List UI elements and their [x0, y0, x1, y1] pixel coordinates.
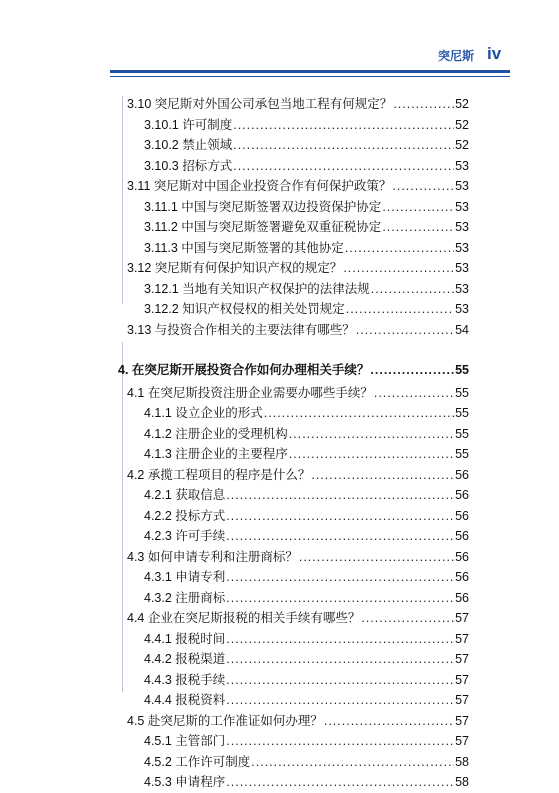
- toc-entry-page: 56: [455, 467, 469, 482]
- toc-entry-page: 56: [455, 570, 469, 584]
- toc-entry-page: 57: [455, 693, 469, 707]
- toc-guide-line: [122, 96, 123, 304]
- toc-leader-dots: [226, 589, 454, 607]
- toc-entry[interactable]: [127, 712, 469, 730]
- toc-entry[interactable]: [127, 548, 469, 566]
- toc-entry-page: 58: [455, 754, 469, 769]
- toc-leader-dots: [226, 732, 454, 750]
- toc-entry[interactable]: [144, 239, 469, 257]
- toc-entry-label: 3.10 突尼斯对外国公司承包当地工程有何规定？: [127, 97, 393, 111]
- toc-leader-dots: [264, 404, 454, 422]
- toc-entry-label: 3.11.2 中国与突尼斯签署避免双重征税协定: [144, 220, 382, 234]
- toc-leader-dots: [233, 136, 454, 154]
- header-rule-thin: [110, 76, 510, 77]
- toc-entry-label: 4.1.3 注册企业的主要程序: [144, 447, 288, 461]
- toc-entry[interactable]: [144, 507, 469, 525]
- toc-entry[interactable]: [127, 321, 469, 339]
- toc-entry-label: 4.2.1 获取信息: [144, 488, 226, 502]
- toc-entry-label: 4.3 如何申请专利和注册商标？: [127, 549, 298, 564]
- toc-leader-dots: [392, 177, 454, 195]
- toc-leader-dots: [226, 486, 454, 504]
- toc-entry-label: 3.12 突尼斯有何保护知识产权的规定？: [127, 261, 343, 275]
- toc-leader-dots: [382, 198, 454, 216]
- toc-entry-page: 57: [455, 713, 469, 728]
- toc-entry-label: 3.10.3 招标方式: [144, 158, 233, 173]
- toc-leader-dots: [299, 548, 454, 566]
- toc-entry[interactable]: [144, 753, 469, 771]
- toc-leader-dots: [346, 300, 454, 318]
- toc-entry[interactable]: [144, 486, 469, 504]
- header-rule: [110, 70, 510, 73]
- toc-leader-dots: [343, 259, 454, 277]
- toc-leader-dots: [226, 568, 454, 586]
- toc-leader-dots: [356, 321, 454, 339]
- toc-entry-page: 55: [455, 447, 469, 461]
- toc-entry-label: 4.3.1 申请专利: [144, 570, 226, 584]
- toc-entry-label: 3.12.1 当地有关知识产权保护的法律法规: [144, 281, 370, 296]
- toc-entry-page: 52: [455, 117, 469, 132]
- toc-entry[interactable]: [127, 609, 469, 627]
- toc-entry-label: 4.4.2 报税渠道: [144, 652, 226, 666]
- page-number: iv: [487, 44, 502, 63]
- toc-entry[interactable]: [118, 361, 469, 379]
- toc-leader-dots: [226, 507, 454, 525]
- toc-entry-page: 55: [455, 363, 469, 377]
- toc-entry-label: 4.3.2 注册商标: [144, 590, 226, 605]
- toc-leader-dots: [233, 116, 454, 134]
- toc-leader-dots: [226, 773, 454, 791]
- toc-entry-page: 58: [455, 775, 469, 789]
- toc-leader-dots: [226, 691, 454, 709]
- toc-entry-label: 3.11 突尼斯对中国企业投资合作有何保护政策？: [127, 179, 392, 193]
- toc-entry[interactable]: [144, 527, 469, 545]
- toc-entry[interactable]: [127, 177, 469, 195]
- toc-entry-label: 4.5 赴突尼斯的工作准证如何办理？: [127, 713, 323, 728]
- toc-entry-label: 4. 在突尼斯开展投资合作如何办理相关手续？: [118, 363, 370, 377]
- toc-entry-label: 4.2.3 许可手续: [144, 529, 226, 543]
- toc-entry[interactable]: [144, 280, 469, 298]
- toc-leader-dots: [370, 361, 454, 379]
- toc-entry[interactable]: [144, 773, 469, 791]
- toc-leader-dots: [226, 527, 454, 545]
- toc-entry-page: 57: [455, 631, 469, 646]
- toc-entry-page: 53: [455, 281, 469, 296]
- toc-leader-dots: [289, 445, 454, 463]
- toc-entry[interactable]: [144, 218, 469, 236]
- toc-entry-label: 4.1.1 设立企业的形式: [144, 406, 263, 420]
- toc-leader-dots: [374, 384, 454, 402]
- toc-entry[interactable]: [144, 650, 469, 668]
- toc-leader-dots: [289, 425, 454, 443]
- toc-leader-dots: [382, 218, 454, 236]
- toc-entry-label: 3.10.1 许可制度: [144, 117, 233, 132]
- toc-entry-page: 53: [455, 240, 469, 255]
- toc-entry-page: 56: [455, 508, 469, 523]
- toc-leader-dots: [371, 280, 454, 298]
- toc-entry[interactable]: [144, 198, 469, 216]
- toc-entry[interactable]: [144, 157, 469, 175]
- toc-entry-page: 56: [455, 549, 469, 564]
- toc-entry[interactable]: [144, 136, 469, 154]
- toc-entry-label: 3.11.1 中国与突尼斯签署双边投资保护协定: [144, 199, 382, 214]
- toc-entry-page: 56: [455, 488, 469, 502]
- toc-entry[interactable]: [144, 589, 469, 607]
- toc-entry-page: 57: [455, 652, 469, 666]
- toc-leader-dots: [226, 650, 454, 668]
- toc-leader-dots: [393, 95, 454, 113]
- toc-entry[interactable]: [144, 404, 469, 422]
- toc-entry-label: 4.5.1 主管部门: [144, 734, 226, 748]
- toc-entry[interactable]: [127, 466, 469, 484]
- toc-entry-label: 3.11.3 中国与突尼斯签署的其他协定: [144, 240, 344, 255]
- toc-entry-page: 53: [455, 199, 469, 214]
- toc-leader-dots: [311, 466, 454, 484]
- toc-entry-label: 4.1.2 注册企业的受理机构: [144, 426, 288, 441]
- toc-entry-label: 4.4.1 报税时间: [144, 631, 226, 646]
- toc-entry-label: 4.2 承揽工程项目的程序是什么？: [127, 467, 311, 482]
- toc-entry[interactable]: [144, 630, 469, 648]
- toc-entry-page: 56: [455, 529, 469, 543]
- toc-entry[interactable]: [144, 425, 469, 443]
- toc-entry[interactable]: [127, 259, 469, 277]
- toc-entry-label: 4.4 企业在突尼斯报税的相关手续有哪些？: [127, 611, 361, 625]
- running-header-title: 突尼斯: [437, 49, 474, 63]
- toc-leader-dots: [251, 753, 454, 771]
- toc-entry-page: 53: [455, 179, 469, 193]
- toc-entry-label: 4.5.3 申请程序: [144, 775, 226, 789]
- toc-entry-page: 52: [455, 138, 469, 152]
- toc-entry-page: 53: [455, 261, 469, 275]
- toc-entry[interactable]: [127, 95, 469, 113]
- toc-leader-dots: [226, 630, 454, 648]
- toc-entry-page: 53: [455, 158, 469, 173]
- toc-entry[interactable]: [144, 445, 469, 463]
- toc-entry-page: 55: [455, 406, 469, 420]
- toc-entry-page: 57: [455, 734, 469, 748]
- toc-entry[interactable]: [144, 691, 469, 709]
- toc-entry-label: 3.12.2 知识产权侵权的相关处罚规定: [144, 302, 345, 316]
- toc-entry-label: 4.4.3 报税手续: [144, 672, 226, 687]
- toc-guide-line: [122, 342, 123, 692]
- toc-entry-label: 4.2.2 投标方式: [144, 508, 226, 523]
- toc-entry[interactable]: [144, 671, 469, 689]
- toc-entry-page: 54: [455, 322, 469, 337]
- toc-leader-dots: [361, 609, 454, 627]
- toc-entry-label: 4.4.4 报税资料: [144, 693, 226, 707]
- toc-entry-label: 4.1 在突尼斯投资注册企业需要办哪些手续？: [127, 385, 373, 400]
- toc-entry-label: 3.10.2 禁止领域: [144, 138, 233, 152]
- toc-entry-page: 57: [455, 611, 469, 625]
- toc-leader-dots: [345, 239, 454, 257]
- toc-entry-page: 57: [455, 672, 469, 687]
- toc-entry-page: 52: [455, 97, 469, 111]
- toc-entry-page: 53: [455, 302, 469, 316]
- toc-entry-page: 55: [455, 426, 469, 441]
- toc-entry[interactable]: [144, 732, 469, 750]
- toc-leader-dots: [233, 157, 454, 175]
- toc-entry[interactable]: [144, 300, 469, 318]
- toc-entry-page: 53: [455, 220, 469, 234]
- toc-leader-dots: [226, 671, 454, 689]
- toc-entry-label: 4.5.2 工作许可制度: [144, 754, 251, 769]
- toc-entry-page: 56: [455, 590, 469, 605]
- toc-entry[interactable]: [144, 568, 469, 586]
- toc-entry-page: 55: [455, 385, 469, 400]
- toc-entry[interactable]: [144, 116, 469, 134]
- toc-entry[interactable]: [127, 384, 469, 402]
- toc-leader-dots: [324, 712, 454, 730]
- toc-entry-label: 3.13 与投资合作相关的主要法律有哪些？: [127, 322, 355, 337]
